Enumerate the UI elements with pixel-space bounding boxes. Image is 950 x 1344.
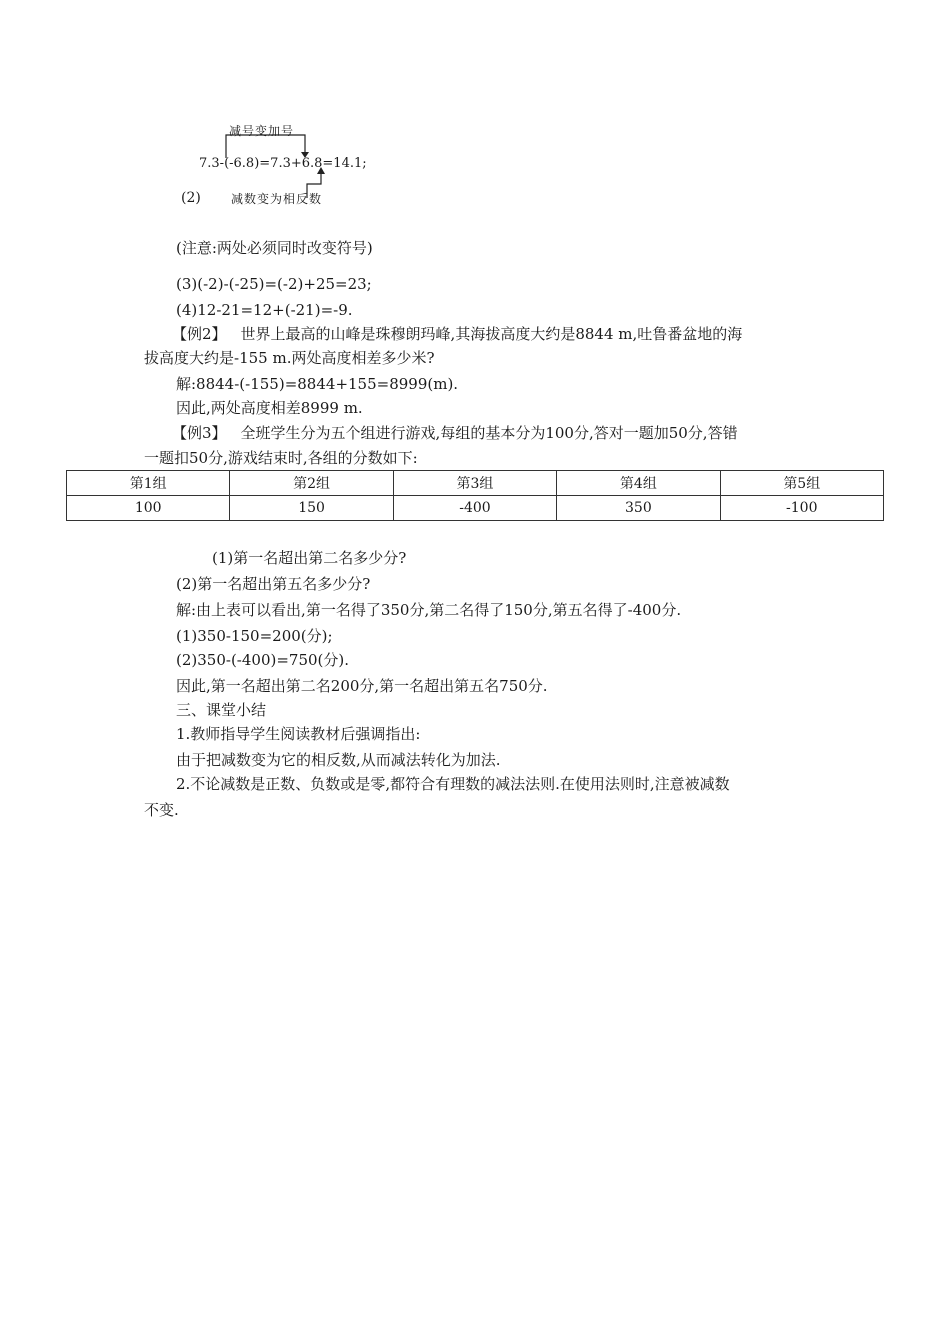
table-header-cell: 第4组 — [557, 471, 720, 496]
summary-heading: 三、课堂小结 — [176, 701, 267, 719]
example3-line2: 一题扣50分,游戏结束时,各组的分数如下: — [144, 449, 418, 467]
item-3: (3)(-2)-(-25)=(-2)+25=23; — [176, 275, 372, 293]
example3-text1: 全班学生分为五个组进行游戏,每组的基本分为100分,答对一题加50分,答错 — [240, 424, 738, 442]
table-header-cell: 第1组 — [67, 471, 230, 496]
example2-solution: 解:8844-(-155)=8844+155=8999(m). — [176, 375, 459, 393]
questions-conclusion: 因此,第一名超出第二名200分,第一名超出第五名750分. — [176, 677, 548, 695]
table-row — [67, 496, 884, 521]
item-number: (2) — [181, 190, 201, 206]
table-header-cell: 第5组 — [720, 471, 883, 496]
question-2: (2)第一名超出第五名多少分? — [176, 575, 371, 593]
top-arrow-label: 减号变加号 — [229, 124, 295, 138]
example2-text1: 世界上最高的山峰是珠穆朗玛峰,其海拔高度大约是8844 m,吐鲁番盆地的海 — [240, 325, 743, 343]
item-4: (4)12-21=12+(-21)=-9. — [176, 301, 353, 319]
questions-solution: 解:由上表可以看出,第一名得了350分,第二名得了150分,第五名得了-400分. — [176, 601, 682, 619]
example2-line2: 拔高度大约是-155 m.两处高度相差多少米? — [144, 349, 435, 367]
example3-line1 — [172, 423, 738, 443]
table-cell: 150 — [230, 496, 393, 521]
subtraction-rule-diagram — [181, 118, 445, 213]
answer-1: (1)350-150=200(分); — [176, 627, 333, 645]
example2-line1 — [172, 324, 742, 344]
example3-tag: 【例3】 — [172, 424, 227, 442]
table-header-cell: 第3组 — [393, 471, 556, 496]
table-header-row — [67, 471, 884, 496]
summary-point2-line2: 不变. — [144, 801, 179, 819]
example2-conclusion: 因此,两处高度相差8999 m. — [176, 399, 363, 417]
equation: 7.3-(-6.8)=7.3+6.8=14.1; — [199, 156, 367, 171]
table-cell: -400 — [393, 496, 556, 521]
table-cell: 350 — [557, 496, 720, 521]
score-table — [66, 470, 884, 521]
answer-2: (2)350-(-400)=750(分). — [176, 651, 350, 669]
note-text: (注意:两处必须同时改变符号) — [176, 239, 373, 257]
example2-tag: 【例2】 — [172, 325, 227, 343]
table-cell: -100 — [720, 496, 883, 521]
table-header-cell: 第2组 — [230, 471, 393, 496]
question-1: (1)第一名超出第二名多少分? — [212, 549, 407, 567]
summary-point1-detail: 由于把减数变为它的相反数,从而减法转化为加法. — [176, 751, 501, 769]
table-cell: 100 — [67, 496, 230, 521]
bottom-arrow-label: 减数变为相反数 — [231, 192, 323, 206]
summary-point1: 1.教师指导学生阅读教材后强调指出: — [176, 725, 421, 743]
summary-point2-line1: 2.不论减数是正数、负数或是零,都符合有理数的减法法则.在使用法则时,注意被减数 — [176, 775, 730, 793]
